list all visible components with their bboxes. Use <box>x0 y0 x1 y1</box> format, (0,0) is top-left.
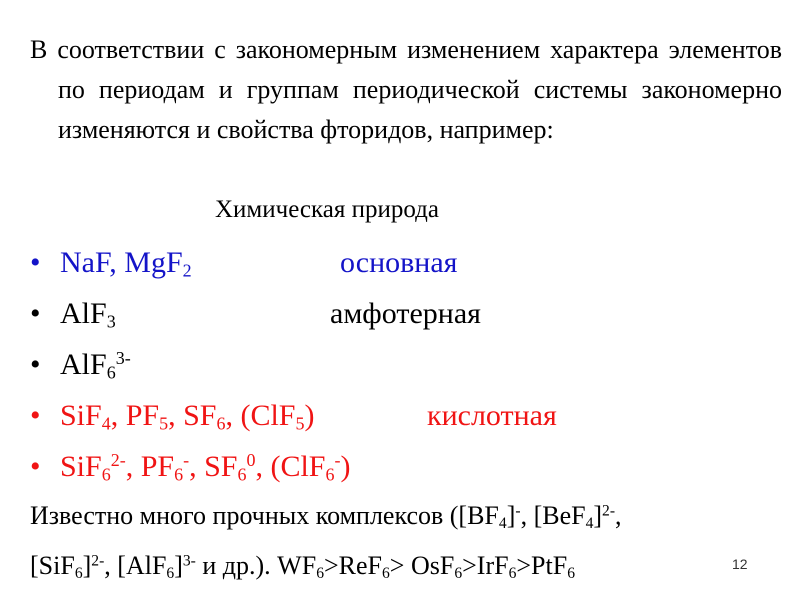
property-amphoteric: амфотерная <box>330 297 481 330</box>
property-basic: основная <box>340 246 458 279</box>
page-number: 12 <box>732 556 748 572</box>
bullet-dot: • <box>30 246 41 279</box>
formula-acidic: SiF$_4$, $PF_5$, $SF_6$, (ClF$_5$) <box>60 399 315 434</box>
formula-basic: NaF, MgF$_2$ <box>60 246 192 281</box>
bullet-dot: • <box>30 450 41 483</box>
bullet-dot: • <box>30 297 41 330</box>
formula-complex-anions: SiF$_6^{2-}$, $PF_6^-$, $SF_6^0$, (ClF$_6$-) <box>60 450 351 485</box>
bullet-dot: • <box>30 348 41 381</box>
formula-alf6: AlF$_6^{3-}$ <box>60 348 131 383</box>
known-complexes-line1: Известно много прочных комплексов ($[BF_4]^-$, $[BeF_4]^{2-}$, <box>30 501 622 532</box>
bullet-dot: • <box>30 399 41 432</box>
property-acidic: кислотная <box>427 399 557 432</box>
known-complexes-line2: $[SiF_6]^{2-}$, $[AlF_6]^{3-}$ и др.). $WF_6>ReF_6> OsF_6>IrF_6>PtF_6$ <box>30 551 575 582</box>
subtitle-chemical-nature: Химическая природа <box>215 196 439 223</box>
formula-amphoteric: AlF$_3$ <box>60 297 116 332</box>
intro-paragraph: В соответствии с закономерным изменением характера элементов по периодам и группам периодической системы закономерно изменяются и свойства фторидов, например: <box>30 35 782 144</box>
